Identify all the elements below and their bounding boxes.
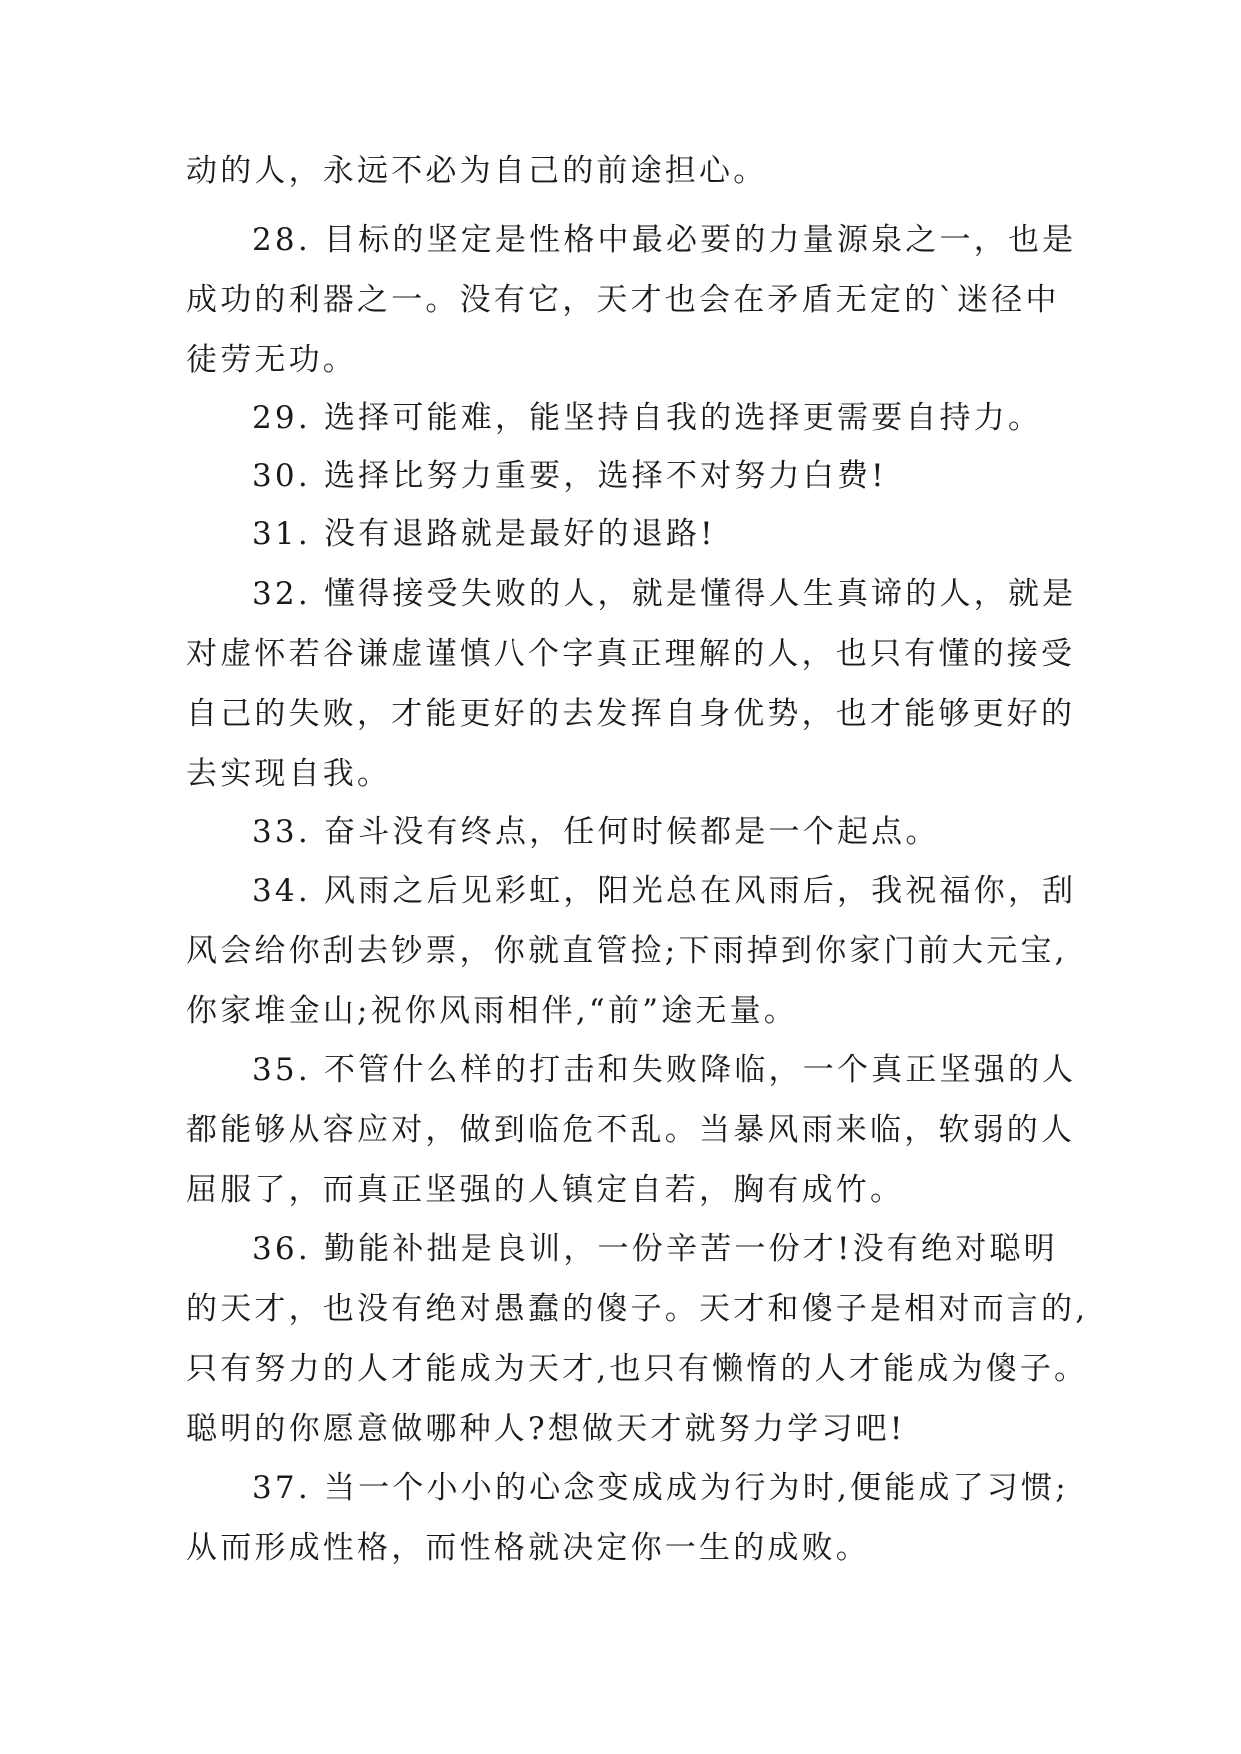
text-line: 29. 选择可能难，能坚持自我的选择更需要自持力。 (252, 400, 1043, 436)
text-line: 对虚怀若谷谦虚谨慎八个字真正理解的人，也只有懂的接受 (186, 636, 1076, 672)
text-line: 自己的失败，才能更好的去发挥自身优势，也才能够更好的 (186, 696, 1076, 732)
text-line: 只有努力的人才能成为天才,也只有懒惰的人才能成为傻子。 (186, 1351, 1089, 1387)
text-line: 37. 当一个小小的心念变成成为行为时,便能成了习惯; (252, 1470, 1069, 1506)
text-line: 35. 不管什么样的打击和失败降临，一个真正坚强的人 (252, 1052, 1077, 1088)
text-line: 风会给你刮去钞票，你就直管捡;下雨掉到你家门前大元宝, (186, 933, 1068, 969)
text-line: 都能够从容应对，做到临危不乱。当暴风雨来临，软弱的人 (186, 1112, 1076, 1148)
text-line: 徒劳无功。 (186, 342, 357, 378)
text-line: 去实现自我。 (186, 756, 392, 792)
text-line: 聪明的你愿意做哪种人?想做天才就努力学习吧! (186, 1411, 906, 1447)
text-line: 动的人，永远不必为自己的前途担心。 (186, 153, 768, 189)
text-line: 30. 选择比努力重要，选择不对努力白费! (252, 458, 887, 494)
text-line: 36. 勤能补拙是良训，一份辛苦一份才!没有绝对聪明 (252, 1231, 1058, 1267)
text-line: 34. 风雨之后见彩虹，阳光总在风雨后，我祝福你，刮 (252, 873, 1077, 909)
text-line: 31. 没有退路就是最好的退路! (252, 516, 716, 552)
text-line: 33. 奋斗没有终点，任何时候都是一个起点。 (252, 814, 940, 850)
text-line: 32. 懂得接受失败的人，就是懂得人生真谛的人，就是 (252, 576, 1077, 612)
text-line: 的天才，也没有绝对愚蠢的傻子。天才和傻子是相对而言的, (186, 1291, 1089, 1327)
text-line: 屈服了，而真正坚强的人镇定自若，胸有成竹。 (186, 1172, 905, 1208)
text-line: 你家堆金山;祝你风雨相伴,“前”途无量。 (186, 993, 798, 1029)
text-line: 28. 目标的坚定是性格中最必要的力量源泉之一，也是 (252, 222, 1077, 258)
text-line: 从而形成性格，而性格就决定你一生的成败。 (186, 1530, 870, 1566)
text-line: 成功的利器之一。没有它，天才也会在矛盾无定的`迷径中 (186, 282, 1060, 318)
